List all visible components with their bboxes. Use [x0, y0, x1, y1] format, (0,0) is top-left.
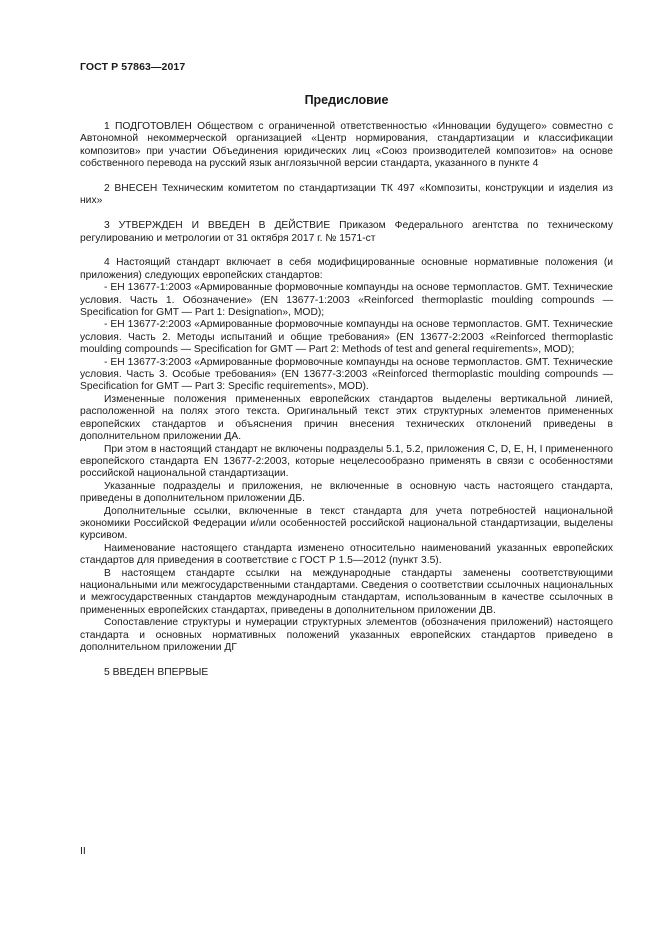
paragraph-3-approved: 3 УТВЕРЖДЕН И ВВЕДЕН В ДЕЙСТВИЕ Приказом Федерального агентства по техническому регулированию и метрологии от 31 октября 2017 г. № 1571-ст: [80, 220, 613, 244]
paragraph-2-submitted: 2 ВНЕСЕН Техническим комитетом по стандартизации ТК 497 «Композиты, конструкции и изделия из них»: [80, 183, 613, 207]
paragraph-additional-references: Дополнительные ссылки, включенные в текст стандарта для учета потребностей национальной экономики Российской Федерации и/или особенностей российской национальной стандартизации, выделены курсивом.: [80, 505, 613, 542]
page-number: II: [80, 845, 86, 857]
paragraph-references-replaced: В настоящем стандарте ссылки на международные стандарты заменены соответствующими национальными или межгосударственными стандартами. Сведения о соответствии ссылочных национальных и межгосударственных стандартов международным стандартам, использованным в качестве ссылочных в примененных европейских стандартах, приведены в дополнительном приложении ДВ.: [80, 567, 613, 616]
list-item-en-13677-1: - ЕН 13677-1:2003 «Армированные формовочные компаунды на основе термопластов. GMT. Технические условия. Часть 1. Обозначение» (EN 13677-1:2003 «Reinforced thermoplastic moulding compounds — Specification for GMT — Part 1: Designation», MOD);: [80, 282, 613, 319]
paragraph-1-prepared: 1 ПОДГОТОВЛЕН Обществом с ограниченной ответственностью «Инновации будущего» совместно с Автономной некоммерческой организацией «Центр нормирования, стандартизации и классификации композитов» при участии Объединения юридических лиц «Союз производителей композитов» на основе собственного перевода на русский язык англоязычной версии стандарта, указанного в пункте 4: [80, 121, 613, 170]
paragraph-structure-comparison: Сопоставление структуры и нумерации структурных элементов (обозначения приложений) настоящего стандарта и основных нормативных положений указанных европейских стандартов приведено в дополнительном приложении ДГ: [80, 617, 613, 654]
paragraph-modified-provisions: Измененные положения примененных европейских стандартов выделены вертикальной линией, расположенной на полях этого текста. Оригинальный текст этих структурных элементов примененных европейских стандартов и объяснения причин внесения технических отклонений приведены в дополнительном приложении ДА.: [80, 393, 613, 443]
paragraph-annex-db: Указанные подразделы и приложения, не включенные в основную часть настоящего стандарта, приведены в дополнительном приложении ДБ.: [80, 480, 613, 505]
list-item-en-13677-2: - ЕН 13677-2:2003 «Армированные формовочные компаунды на основе термопластов. GMT. Технические условия. Часть 2. Методы испытаний и общие требования» (EN 13677-2:2003 «Reinforced thermoplastic moulding compounds — Specification for GMT — Part 2: Methods of test and general requirements», MOD);: [80, 319, 613, 356]
page-title: Предисловие: [304, 93, 389, 107]
paragraph-5-introduced: 5 ВВЕДЕН ВПЕРВЫЕ: [104, 666, 209, 678]
paragraph-4-includes: 4 Настоящий стандарт включает в себя модифицированные основные нормативные положения (и приложения) следующих европейских стандартов:: [80, 257, 613, 281]
foreword-body: [80, 121, 613, 679]
list-item-en-13677-3: - ЕН 13677-3:2003 «Армированные формовочные компаунды на основе термопластов. GMT. Технические условия. Часть 3. Особые требования» (EN 13677-3:2003 «Reinforced thermoplastic moulding compounds — Specification for GMT — Part 3: Specific requirements», MOD).: [80, 356, 613, 393]
paragraph-title-changed: Наименование настоящего стандарта изменено относительно наименований указанных европейских стандартов для приведения в соответствие с ГОСТ Р 1.5—2012 (пункт 3.5).: [80, 542, 613, 567]
document-number: ГОСТ Р 57863—2017: [80, 61, 186, 73]
paragraph-excluded-subsections: При этом в настоящий стандарт не включены подразделы 5.1, 5.2, приложения С, D, Е, Н, I примененного европейского стандарта EN 13677-2:2003, которые нецелесообразно применять в связи с особенностями российской национальной стандартизации.: [80, 443, 613, 480]
